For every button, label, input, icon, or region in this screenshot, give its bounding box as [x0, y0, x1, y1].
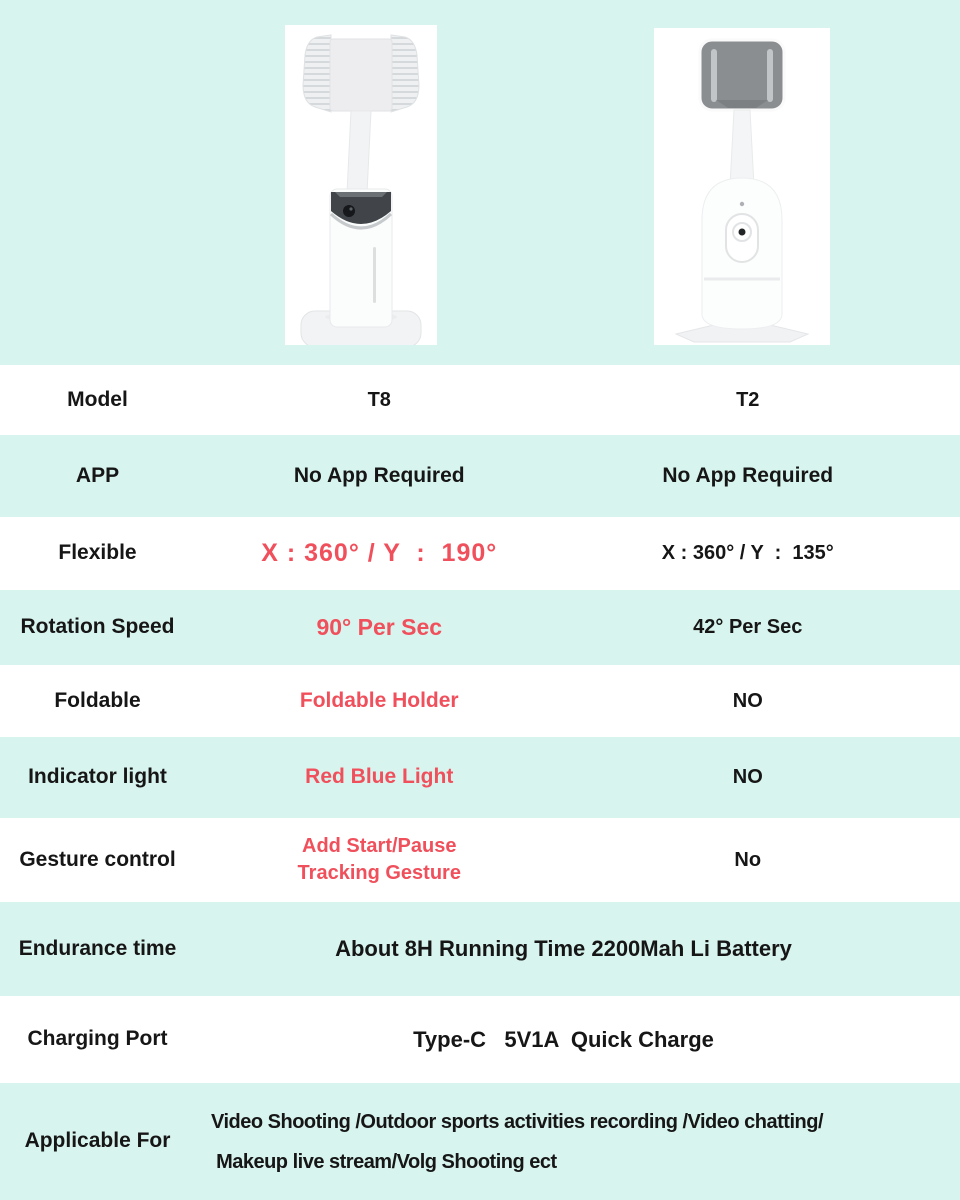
table-row-applicable-for — [0, 1083, 960, 1200]
shared-spec-value: About 8H Running Time 2200Mah Li Battery — [335, 936, 792, 962]
spec-label: Flexible — [58, 541, 137, 565]
t8-product-photo — [285, 25, 437, 345]
table-row-gesture-control — [0, 818, 960, 902]
spec-label: Foldable — [54, 688, 141, 712]
t2-spec-value: NO — [732, 689, 763, 712]
spec-label: Rotation Speed — [20, 615, 175, 639]
t8-spec-value: No App Required — [293, 463, 465, 487]
shared-spec-value: Type-C 5V1A Quick Charge — [413, 1026, 714, 1052]
table-row-app — [0, 435, 960, 517]
t8-spec-value: X : 360° / Y : 190° — [261, 538, 498, 567]
t8-spec-value: T8 — [367, 388, 391, 411]
t2-spec-value: X : 360° / Y : 135° — [661, 542, 834, 564]
comparison-table — [0, 365, 960, 1200]
spec-label: Endurance time — [18, 936, 177, 960]
t2-gimbal-illustration — [654, 28, 830, 345]
spec-label: APP — [75, 463, 120, 487]
spec-label: Charging Port — [27, 1027, 168, 1051]
t2-spec-value: 42° Per Sec — [693, 616, 803, 638]
spec-label: Applicable For — [24, 1129, 171, 1153]
t8-gimbal-illustration — [285, 25, 437, 345]
table-row-endurance-time — [0, 902, 960, 996]
t2-product-photo — [654, 28, 830, 345]
spec-label: Model — [67, 387, 128, 411]
t2-spec-value: No — [734, 848, 762, 871]
spec-label: Indicator light — [28, 765, 167, 789]
table-row-charging-port — [0, 996, 960, 1083]
t8-spec-value: Foldable Holder — [299, 688, 459, 712]
t2-spec-value: T2 — [736, 388, 760, 411]
t8-spec-value: 90° Per Sec — [316, 614, 443, 641]
t8-spec-value: Add Start/Pause Tracking Gesture — [297, 835, 461, 884]
shared-spec-value: Video Shooting /Outdoor sports activities recording /Video chatting/ Makeup live stream/Volg Shooting ect — [211, 1110, 823, 1173]
t8-spec-value: Red Blue Light — [305, 765, 454, 789]
t2-spec-value: NO — [732, 766, 763, 788]
hero-section — [0, 0, 960, 365]
table-row-flexible — [0, 517, 960, 590]
t2-spec-value: No App Required — [662, 463, 834, 487]
table-row-foldable — [0, 665, 960, 737]
table-row-rotation-speed — [0, 590, 960, 665]
spec-label: Gesture control — [19, 847, 176, 871]
table-row-indicator-light — [0, 737, 960, 818]
table-row-model — [0, 365, 960, 435]
